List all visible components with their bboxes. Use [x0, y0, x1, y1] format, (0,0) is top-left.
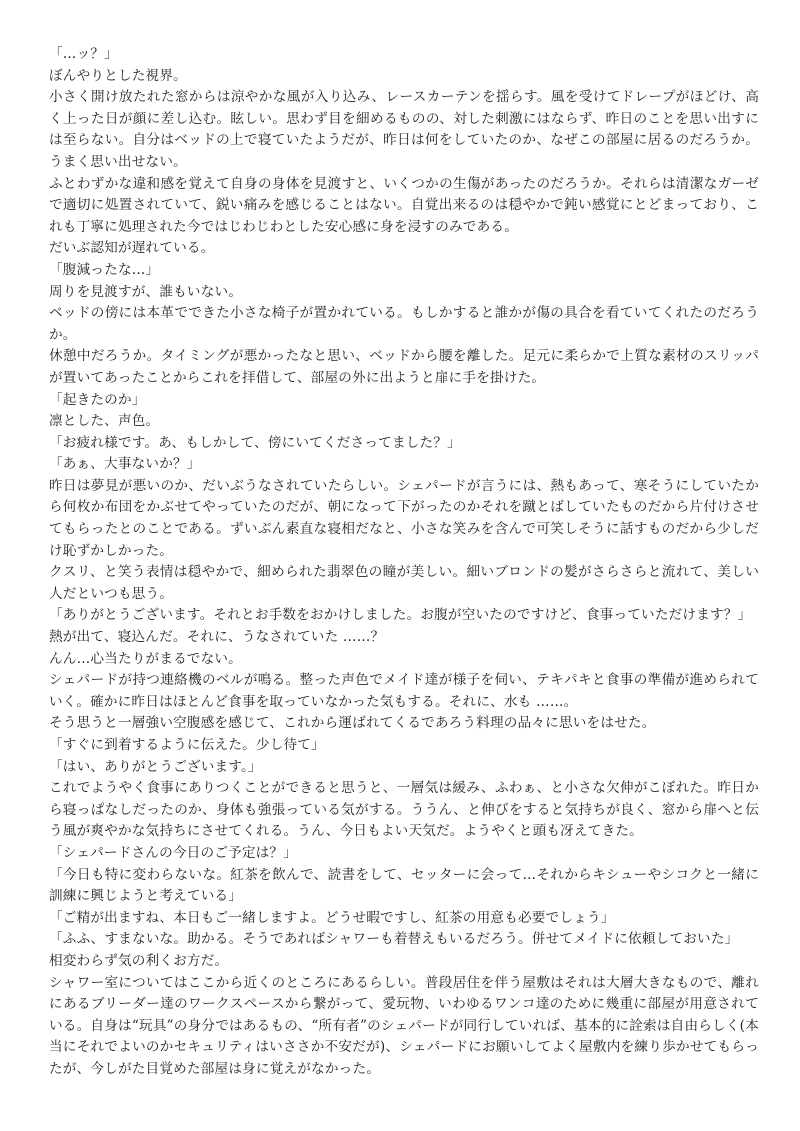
paragraph: 「シェパードさんの今日のご予定は？」: [49, 844, 298, 861]
document-body: [49, 44, 759, 1081]
paragraph: 熱が出て、寝込んだ。それに、うなされていた ……？: [49, 629, 385, 646]
paragraph: だいぶ認知が遅れている。: [49, 240, 215, 257]
paragraph: 「起きたのか」: [49, 391, 146, 408]
paragraph: ベッドの傍には本革でできた小さな椅子が置かれている。もしかすると誰かが傷の具合を看ていてくれたのだろうか。: [49, 305, 759, 343]
paragraph: 「ふふ、すまないな。助かる。そうであればシャワーも着替えもいるだろう。併せてメイドに依頼しておいた」: [49, 931, 739, 948]
paragraph: 「腹減ったな…」: [49, 261, 160, 278]
paragraph: 「あぁ、大事ないか？」: [49, 456, 201, 473]
paragraph: 「…ッ？」: [49, 46, 118, 62]
paragraph: 小さく開け放たれた窓からは涼やかな風が入り込み、レースカーテンを揺らす。風を受けてドレープがほどけ、高く上った日が顔に差し込む。眩しい。思わず目を細めるものの、対した刺激にはならず、昨日のことを思い出すには至らない。自分はベッドの上で寝ていたようだが、昨日は何をしていたのか、なぜこの部屋に居るのだろうか。うまく思い出せない。: [49, 89, 759, 170]
paragraph: 「すぐに到着するように伝えた。少し待て」: [49, 737, 325, 753]
paragraph: ぼんやりとした視界。: [49, 67, 187, 84]
paragraph: 休憩中だろうか。タイミングが悪かったなと思い、ベッドから腰を離した。足元に柔らかで上質な素材のスリッパが置いてあったことからこれを拝借して、部屋の外に出ようと扉に手を掛けた。: [49, 348, 759, 386]
paragraph: 相変わらず気の利くお方だ。: [49, 952, 229, 969]
paragraph: シェパードが持つ連絡機のベルが鳴る。整った声色でメイド達が様子を伺い、テキパキと食事の準備が進められていく。確かに昨日はほとんど食事を取っていなかった気もする。それに、水も ……。: [49, 672, 759, 710]
paragraph: 周りを見渡すが、誰もいない。: [49, 283, 243, 300]
paragraph: そう思うと一層強い空腹感を感じて、これから運ばれてくるであろう料理の品々に思いをはせた。: [49, 715, 656, 732]
paragraph: んん…心当たりがまるでない。: [49, 650, 242, 667]
paragraph: 昨日は夢見が悪いのか、だいぶうなされていたらしい。シェパードが言うには、熱もあって、寒そうにしていたから何枚か布団をかぶせてやっていたのだが、朝になって下がったのかそれを蹴とばしていたものだから片付けさせてもらったとのことである。ずいぶん素直な寝相だなと、小さな笑みを含んで可笑しそうに話すものだから少しだけ恥ずかしかった。: [49, 477, 759, 559]
paragraph: ふとわずかな違和感を覚えて自身の身体を見渡すと、いくつかの生傷があったのだろうか。それらは清潔なガーゼで適切に処置されていて、鋭い痛みを感じることはない。自覚出来るのは穏やかで鈍い感覚にとどまっており、これも丁寧に処理された今ではじわじわとした安心感に身を浸すのみである。: [49, 175, 759, 235]
paragraph: 「はい、ありがとうございます。」: [49, 758, 262, 775]
paragraph: クスリ、と笑う表情は穏やかで、細められた翡翠色の瞳が美しい。細いブロンドの髪がさらさらと流れて、美しい人だといつも思う。: [49, 564, 759, 602]
paragraph: 「お疲れ様です。あ、もしかして、傍にいてくださってました？」: [49, 434, 461, 451]
paragraph: これでようやく食事にありつくことができると思うと、一層気は緩み、ふわぁ、と小さな欠伸がこぼれた。昨日から寝っぱなしだったのか、身体も強張っている気がする。ううん、と伸びをすると気持ちが良く、窓から扉へと伝う風が爽やかな気持ちにさせてくれる。うん、今日もよい天気だ。ようやくと頭も冴えてきた。: [49, 780, 759, 840]
paragraph: 「ありがとうございます。それとお手数をおかけしました。お腹が空いたのですけど、食事っていただけます？」: [49, 607, 752, 624]
paragraph: 凛とした、声色。: [49, 413, 160, 430]
paragraph: シャワー室についてはここから近くのところにあるらしい。普段居住を伴う屋敷はそれは大層大きなもので、離れにあるブリーダー達のワークスペースから繋がって、愛玩物、いわゆるワンコ達のために幾重に部屋が用意されている。自身は“玩具”の身分ではあるもの、“所有者”のシェパードが同行していれば、基本的に詮索は自由らしく(本当にそれでよいのかセキュリティはいささか不安だが)、シェパードにお願いしてよく屋敷内を練り歩かせてもらったが、今しがた目覚めた部屋は身に覚えがなかった。: [49, 974, 759, 1077]
paragraph: 「今日も特に変わらないな。紅茶を飲んで、読書をして、セッターに会って…それからキシューやシコクと一緒に訓練に興じようと考えている」: [49, 866, 759, 905]
paragraph: 「ご精が出ますね、本日もご一緒しますよ。どうせ暇ですし、紅茶の用意も必要でしょう」: [49, 909, 615, 926]
